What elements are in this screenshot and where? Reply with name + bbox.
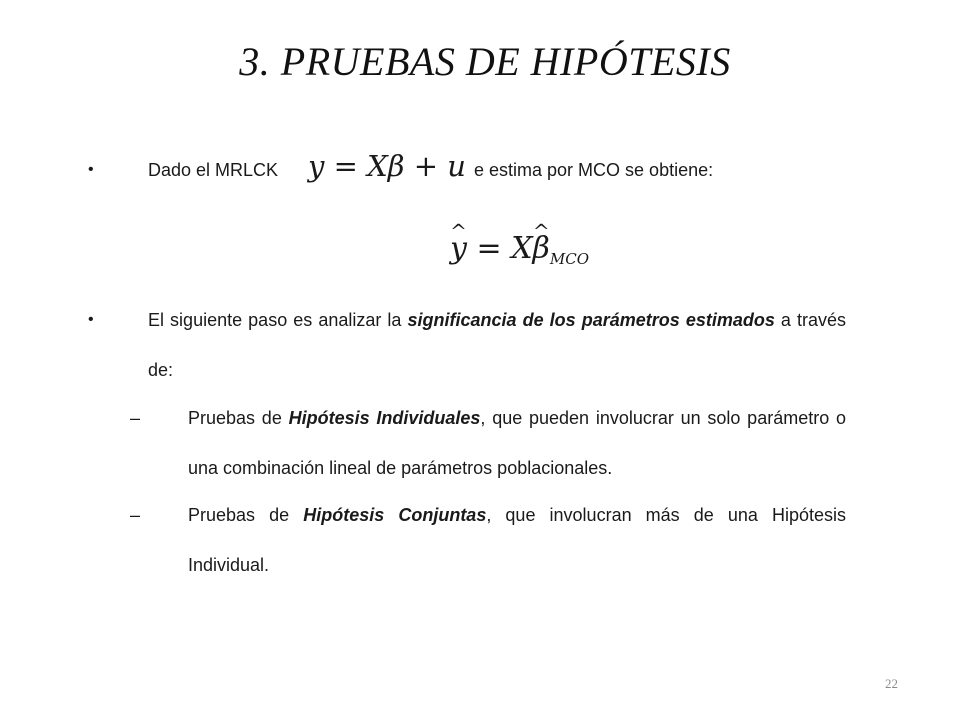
beta-hat: ^ β [533,224,550,274]
equals-sign: = [476,231,502,266]
bullet1-prefix: Dado el MRLCK [148,160,279,180]
sub2-emphasis: Hipótesis Conjuntas [303,505,487,525]
sub1-part2: , que pueden involucrar un solo parámetro o una combinación lineal de parámetros poblacionales. [188,408,846,478]
display-equation [450,224,589,284]
bullet1-suffix: e estima por MCO se obtiene: [474,160,714,180]
x-matrix: X [511,231,533,266]
sub1-part1: Pruebas de [188,408,289,428]
inline-equation: y = Xβ + u [306,144,468,188]
page-number: 22 [885,676,898,691]
y-hat: ^ y [450,224,467,274]
sub2-part2: , que involucran más de una Hipótesis Individual. [188,505,846,575]
bullet2-emphasis: significancia de los parámetros estimados [407,310,775,330]
bullet2-text [148,295,846,395]
dash-marker: – [130,408,141,428]
sub1-text [188,393,846,493]
slide-title: 3. PRUEBAS DE HIPÓTESIS [239,39,731,84]
dash-marker: – [130,505,141,525]
sub1-emphasis: Hipótesis Individuales [288,408,481,428]
bullet2-part2: a través de: [148,310,847,380]
bullet-marker: • [88,311,94,328]
sub2-text [188,490,846,590]
bullet2-part1: El siguiente paso es analizar la [148,310,408,330]
mco-subscript: MCO [549,250,590,268]
bullet-marker: • [88,161,94,178]
sub2-part1: Pruebas de [188,505,304,525]
